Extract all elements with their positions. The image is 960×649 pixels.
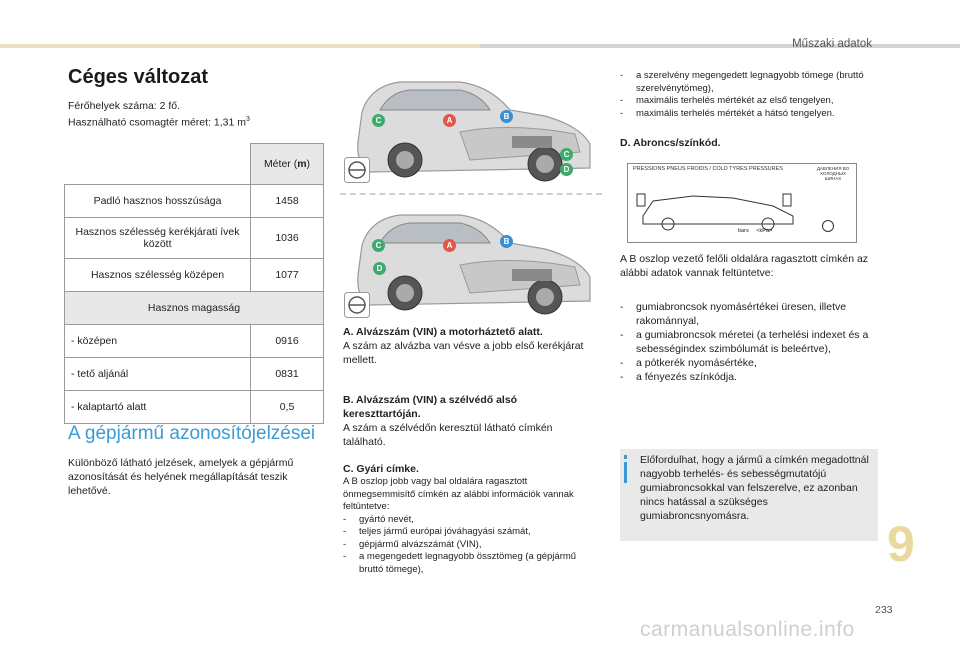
- tyre-pressure-label: [627, 163, 857, 243]
- cargo-text: Használható csomagtér méret: 1,31 $m^3$: [68, 116, 250, 129]
- list-item: - maximális terhelés mértékét a hátsó tengelyen.: [620, 108, 880, 121]
- car-illustration-bottom: [340, 205, 605, 317]
- badge-a: A: [443, 114, 456, 127]
- steering-wheel-icon: [344, 292, 370, 318]
- info-text: Előfordulhat, hogy a jármű a címkén megadottnál nagyobb terhelés- és sebességmutatójú gumiabroncsokkal van felszerelve, ez azonban nincs hatással a szükséges gumiabroncsnyomásra.: [640, 454, 869, 522]
- list-item: - a gumiabroncsok méretei (a terhelési indexet és a sebességindex szimbólumát is beleértve),: [620, 328, 880, 356]
- list-item: - a szerelvény megengedett legnagyobb tömege (bruttó szerelvénytömeg),: [620, 70, 880, 95]
- section-d-list: [620, 300, 880, 384]
- section-header-title: Műszaki adatok: [792, 38, 872, 50]
- section-d-title: D. Abroncs/színkód.: [620, 137, 721, 149]
- identification-heading: A gépjármű azonosítójelzései: [68, 423, 316, 444]
- badge-c: C: [372, 239, 385, 252]
- section-b-title: B. Alvázszám (VIN) a szélvédő alsó kereszttartóján.: [343, 394, 518, 420]
- seats-text: Férőhelyek száma: 2 fő.: [68, 100, 181, 112]
- row-value: 0831: [251, 358, 324, 391]
- car-outline-icon: [633, 176, 813, 234]
- header-rule-gold: [0, 44, 480, 48]
- label-side: ДАВЛЕНИЯ ВО ХОЛОДНЫХ ШИНАХ: [816, 166, 850, 181]
- table-row: [65, 259, 324, 292]
- row-value: 1077: [251, 259, 324, 292]
- badge-b: B: [500, 110, 513, 123]
- list-item: - teljes jármű európai jóváhagyási számát,: [343, 526, 593, 539]
- row-value: 0916: [251, 325, 324, 358]
- row-label: Hasznos szélesség középen: [65, 259, 251, 292]
- list-item: - gyártó nevét,: [343, 514, 593, 527]
- badge-a: A: [443, 239, 456, 252]
- section-a-text: A szám az alvázba van vésve a jobb első kerékjárat mellett.: [343, 340, 584, 366]
- table-row: [65, 325, 324, 358]
- section-b-text: A szám a szélvédőn keresztül látható címkén található.: [343, 422, 553, 448]
- chapter-number: 9: [887, 516, 915, 572]
- row-label: Padló hasznos hosszúsága: [65, 185, 251, 218]
- row-label: Hasznos szélesség kerékjárati ívek között: [65, 218, 251, 259]
- identification-text: Különböző látható jelzések, amelyek a gépjármű azonosítását és helyének megállapítását teszik lehetővé.: [68, 457, 294, 497]
- list-item: - a fényezés színkódja.: [620, 370, 880, 384]
- section-a-title: A. Alvázszám (VIN) a motorháztető alatt.: [343, 326, 543, 338]
- figure-divider: [340, 193, 602, 195]
- badge-b: B: [500, 235, 513, 248]
- list-item: - maximális terhelés mértékét az első tengelyen,: [620, 95, 880, 108]
- section-c-text: A B oszlop jobb vagy bal oldalára ragasztott önmegsemmisítő címkén az alábbi információk vannak feltüntetve:: [343, 476, 574, 512]
- section-a: [343, 325, 593, 367]
- section-c-title: C. Gyári címke.: [343, 463, 419, 475]
- label-header: PRESSIONS PNEUS FROIDS / COLD TYRES PRESSURES: [633, 166, 783, 172]
- list-item: - gumiabroncsok nyomásértékei üresen, illetve rakománnyal,: [620, 300, 880, 328]
- watermark: carmanualsonline.info: [640, 618, 855, 641]
- badge-d: D: [373, 262, 386, 275]
- section-b: [343, 393, 593, 449]
- badge-c: C: [372, 114, 385, 127]
- label-units: bars <kPa>: [738, 228, 773, 234]
- table-row: [65, 358, 324, 391]
- table-row: [65, 391, 324, 424]
- warning-icon: [822, 220, 834, 232]
- info-icon: [624, 455, 627, 483]
- table-row: [65, 218, 324, 259]
- section-c: [343, 462, 593, 576]
- header-rule-gray: [480, 44, 960, 48]
- row-value: 0,5: [251, 391, 324, 424]
- section-c-continued-list: [620, 70, 880, 120]
- section-c-list: [343, 514, 593, 577]
- height-header: Hasznos magasság: [65, 292, 324, 325]
- list-item: - gépjármű alvázszámát (VIN),: [343, 539, 593, 552]
- list-item: - a pótkerék nyomásértéke,: [620, 356, 880, 370]
- row-value: 1036: [251, 218, 324, 259]
- height-header-row: [65, 292, 324, 325]
- row-label: - tető aljánál: [65, 358, 251, 391]
- row-label: - kalaptartó alatt: [65, 391, 251, 424]
- steering-wheel-icon: [344, 157, 370, 183]
- section-d-text: A B oszlop vezető felőli oldalára ragasztott címkén az alábbi adatok vannak feltüntetve:: [620, 253, 869, 279]
- dimensions-table: [64, 143, 324, 424]
- page-title: Céges változat: [68, 66, 209, 88]
- page-number: 233: [875, 604, 893, 616]
- list-item: - a megengedett legnagyobb össztömeg (a gépjármű bruttó tömege),: [343, 551, 593, 576]
- badge-c: C: [560, 148, 573, 161]
- unit-header: Méter (m): [251, 144, 324, 185]
- row-value: 1458: [251, 185, 324, 218]
- badge-d: D: [560, 163, 573, 176]
- row-label: - középen: [65, 325, 251, 358]
- table-row: [65, 185, 324, 218]
